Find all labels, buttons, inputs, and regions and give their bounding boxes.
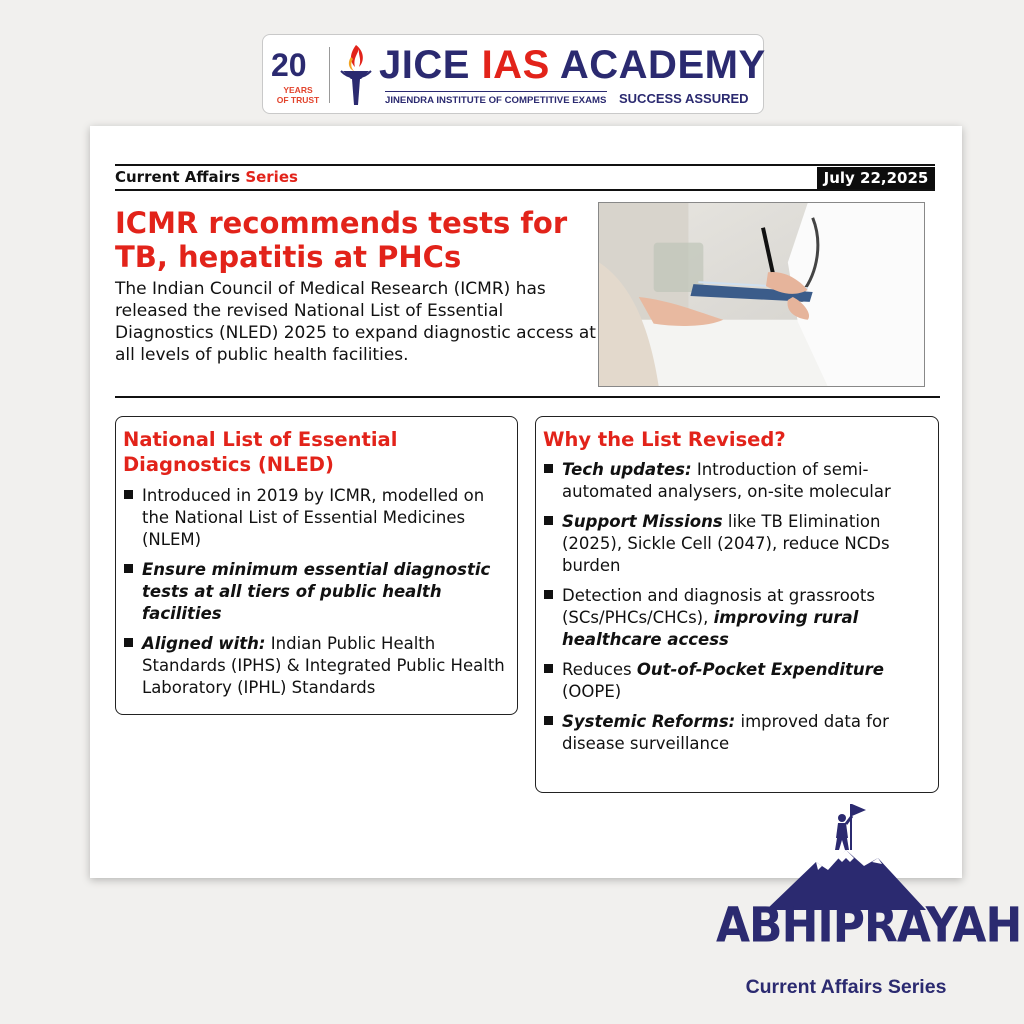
torch-emblem-icon [337, 41, 375, 109]
revision-box-title: Why the List Revised? [543, 428, 786, 451]
trust-text: OF TRUST [276, 95, 320, 105]
square-bullet-icon [124, 564, 135, 575]
article-headline: ICMR recommends tests for TB, hepatitis at PHCs [115, 206, 568, 274]
series-label-suffix: Series [245, 168, 298, 186]
list-item [542, 659, 934, 703]
revision-reasons-box [535, 416, 939, 793]
point-post: improved data for disease surveillance [562, 712, 889, 753]
academy-logo [262, 34, 764, 114]
square-bullet-icon [124, 490, 135, 501]
point-bold: Aligned with: [142, 634, 266, 653]
point-post: like TB Elimination (2025), Sickle Cell (2047), reduce NCDs burden [562, 512, 890, 575]
nled-box [115, 416, 518, 715]
years-number: 20 [271, 47, 307, 83]
nled-box-title: National List of Essential Diagnostics (NLED) [123, 428, 398, 476]
years-text: YEARS [283, 85, 313, 95]
academy-name-academy: ACADEMY [559, 43, 766, 87]
list-item [542, 585, 934, 651]
point-pre: Reduces [562, 660, 637, 679]
series-label-main: Current Affairs [115, 168, 241, 186]
section-rule [115, 396, 940, 398]
doctor-consultation-photo [598, 202, 925, 387]
academy-tagline: SUCCESS ASSURED [619, 91, 749, 106]
point-bold: Tech updates: [562, 460, 692, 479]
list-item [122, 485, 510, 551]
nled-points [122, 485, 510, 707]
list-item [542, 711, 934, 755]
square-bullet-icon [544, 664, 555, 675]
years-of-trust [273, 85, 323, 105]
square-bullet-icon [124, 638, 135, 649]
list-item [122, 559, 510, 625]
point-post: (OOPE) [562, 682, 622, 701]
academy-name-jice: JICE [379, 43, 470, 87]
square-bullet-icon [544, 590, 555, 601]
date-badge: July 22,2025 [817, 167, 935, 189]
point-text: Introduced in 2019 by ICMR, modelled on the National List of Essential Medicines (NLEM) [142, 486, 485, 549]
brand-name: ABHIPRAYAH [716, 897, 1022, 954]
academy-full-name: JINENDRA INSTITUTE OF COMPETITIVE EXAMS [385, 95, 607, 106]
point-bold: Ensure minimum essential diagnostic tests at all tiers of public health facilities [142, 560, 491, 623]
list-item [542, 511, 934, 577]
series-label [115, 168, 298, 186]
top-rule [115, 164, 935, 166]
mountain-summit-flag-icon [766, 800, 926, 910]
brand-subtitle: Current Affairs Series [745, 976, 947, 998]
point-bold: improving rural healthcare access [562, 608, 859, 649]
header-rule [115, 189, 935, 191]
revision-points [542, 459, 934, 763]
point-pre: Detection and diagnosis at grassroots (SCs/PHCs/CHCs), [562, 586, 875, 627]
logo-rule [385, 91, 607, 92]
list-item [122, 633, 510, 699]
point-bold: Systemic Reforms: [562, 712, 736, 731]
square-bullet-icon [544, 716, 555, 727]
square-bullet-icon [544, 516, 555, 527]
article-intro: The Indian Council of Medical Research (ICMR) has released the revised National List of Essential Diagnostics (NLED) 2025 to expand diagnostic access at all levels of public health facilities. [115, 279, 596, 365]
point-post: Introduction of semi-automated analysers, on-site molecular [562, 460, 891, 501]
square-bullet-icon [544, 464, 555, 475]
logo-divider [329, 47, 330, 103]
point-bold: Support Missions [562, 512, 723, 531]
abhiprayah-brand [716, 800, 1022, 1010]
point-bold: Out-of-Pocket Expenditure [636, 660, 884, 679]
list-item [542, 459, 934, 503]
point-text: Indian Public Health Standards (IPHS) & Integrated Public Health Laboratory (IPHL) Standards [142, 634, 505, 697]
article-card [90, 126, 962, 878]
academy-name-ias: IAS [481, 43, 550, 87]
academy-name [379, 43, 766, 87]
